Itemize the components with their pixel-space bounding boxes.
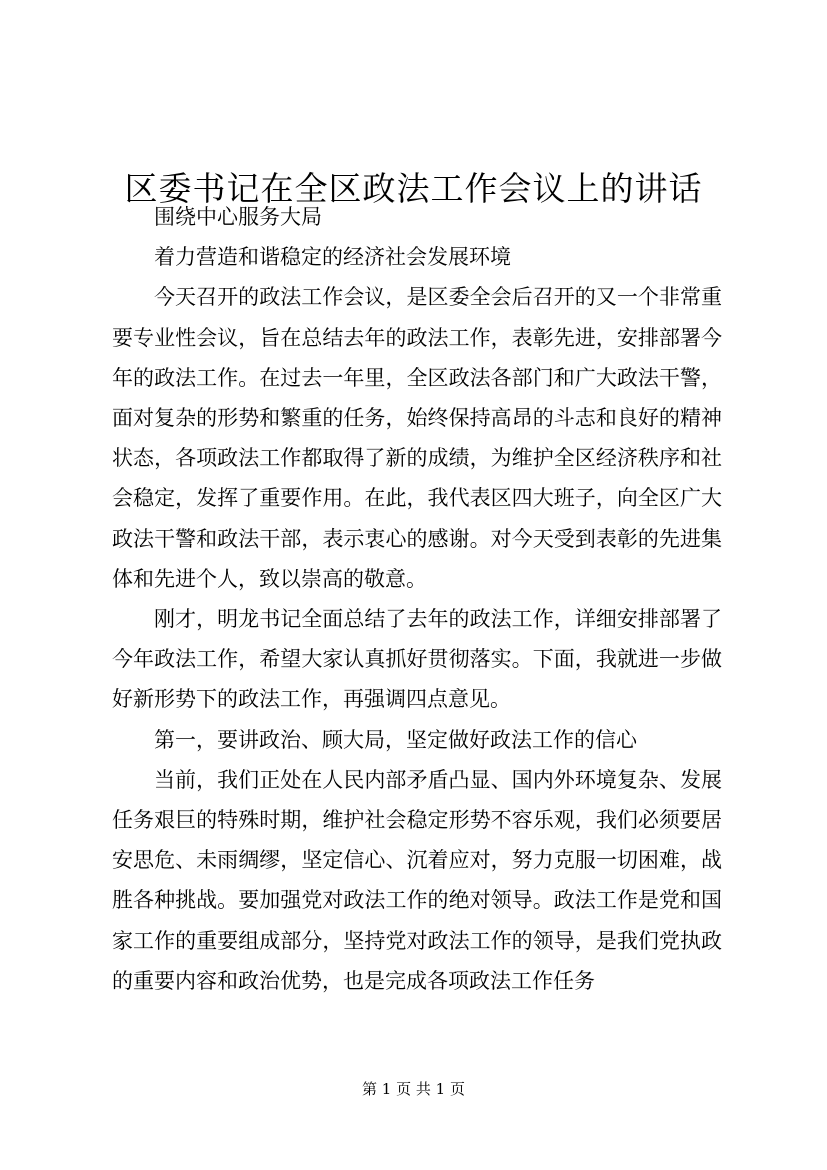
document-body	[112, 197, 722, 1001]
paragraph-summary: 刚才，明龙书记全面总结了去年的政法工作，详细安排部署了今年政法工作，希望大家认真抓好贯彻落实。下面，我就进一步做好新形势下的政法工作，再强调四点意见。	[112, 607, 722, 712]
subtitle-line-2: 着力营造和谐稳定的经济社会发展环境	[154, 245, 511, 270]
document-title: 区委书记在全区政法工作会议上的讲话	[124, 169, 703, 209]
paragraph-opening: 今天召开的政法工作会议，是区委全会后召开的又一个非常重要专业性会议，旨在总结去年的政法工作，表彰先进，安排部署今年的政法工作。在过去一年里，全区政法各部门和广大政法干警，面对复杂的形势和繁重的任务，始终保持高昂的斗志和良好的精神状态，各项政法工作都取得了新的成绩，为维护全区经济秩序和社会稳定，发挥了重要作用。在此，我代表区四大班子，向全区广大政法干警和政法干部，表示衷心的感谢。对今天受到表彰的先进集体和先进个人，致以崇高的敬意。	[112, 285, 722, 591]
paragraph-current-situation: 当前，我们正处在人民内部矛盾凸显、国内外环境复杂、发展任务艰巨的特殊时期，维护社会稳定形势不容乐观，我们必须要居安思危、未雨绸缪，坚定信心、沉着应对，努力克服一切困难，战胜各种挑战。要加强党对政法工作的绝对领导。政法工作是党和国家工作的重要组成部分，坚持党对政法工作的领导，是我们党执政的重要内容和政治优势，也是完成各项政法工作任务	[112, 767, 722, 993]
subtitle-line-1: 围绕中心服务大局	[154, 205, 322, 229]
page-number-footer: 第 1 页 共 1 页	[362, 1080, 465, 1098]
section-heading-first: 第一，要讲政治、顾大局，坚定做好政法工作的信心	[154, 727, 637, 752]
